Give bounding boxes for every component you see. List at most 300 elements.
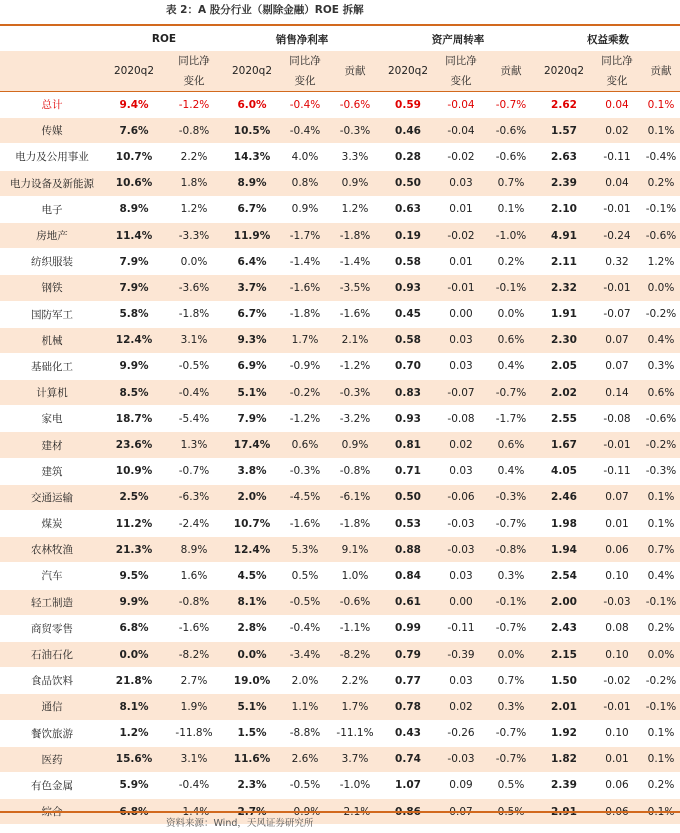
- net-margin-change: -1.6%: [280, 511, 330, 537]
- roe-change: -8.2%: [164, 641, 224, 667]
- table-row: [0, 275, 680, 301]
- equity-multiplier-value: 1.57: [536, 118, 592, 144]
- net-margin-contrib: -8.2%: [330, 641, 380, 667]
- asset-turnover-change: -0.01: [436, 275, 486, 301]
- net-margin-value: 10.5%: [224, 118, 280, 144]
- net-margin-change: -0.5%: [280, 589, 330, 615]
- table-row: [0, 668, 680, 694]
- roe-change: -3.3%: [164, 222, 224, 248]
- equity-multiplier-value: 2.63: [536, 144, 592, 170]
- equity-multiplier-contrib: -0.3%: [642, 458, 680, 484]
- equity-multiplier-value: 2.46: [536, 484, 592, 510]
- equity-multiplier-value: 2.30: [536, 327, 592, 353]
- asset-turnover-value: 0.74: [380, 746, 436, 772]
- table-row: [0, 196, 680, 222]
- equity-multiplier-change: 0.10: [592, 720, 642, 746]
- industry-name: 农林牧渔: [0, 537, 104, 563]
- net-margin-change: -0.4%: [280, 118, 330, 144]
- net-margin-contrib: 0.9%: [330, 170, 380, 196]
- asset-turnover-contrib: -0.6%: [486, 144, 536, 170]
- roe-change: -1.6%: [164, 615, 224, 641]
- net-margin-value: 1.5%: [224, 720, 280, 746]
- equity-multiplier-change: 0.04: [592, 92, 642, 118]
- net-margin-value: 2.8%: [224, 615, 280, 641]
- roe-change: 8.9%: [164, 537, 224, 563]
- industry-name: 钢铁: [0, 275, 104, 301]
- industry-name: 食品饮料: [0, 668, 104, 694]
- table-row: [0, 327, 680, 353]
- roe-value: 10.6%: [104, 170, 164, 196]
- net-margin-value: 8.9%: [224, 170, 280, 196]
- equity-multiplier-change: -0.02: [592, 668, 642, 694]
- sub-header-npm-period: 2020q2: [224, 51, 280, 92]
- net-margin-change: -0.2%: [280, 380, 330, 406]
- net-margin-value: 17.4%: [224, 432, 280, 458]
- asset-turnover-contrib: 0.6%: [486, 432, 536, 458]
- asset-turnover-contrib: -1.0%: [486, 222, 536, 248]
- asset-turnover-contrib: -1.7%: [486, 406, 536, 432]
- equity-multiplier-contrib: -0.2%: [642, 301, 680, 327]
- asset-turnover-value: 0.19: [380, 222, 436, 248]
- asset-turnover-change: 0.01: [436, 196, 486, 222]
- table-row: [0, 772, 680, 798]
- roe-value: 9.4%: [104, 92, 164, 118]
- equity-multiplier-contrib: 0.4%: [642, 327, 680, 353]
- sub-header-roe-change: 同比净 变化: [164, 51, 224, 92]
- table-row: [0, 563, 680, 589]
- net-margin-value: 4.5%: [224, 563, 280, 589]
- bottom-rule: [0, 811, 680, 813]
- table-title: 表 2：A 股分行业（剔除金融）ROE 拆解: [166, 4, 364, 16]
- asset-turnover-change: -0.04: [436, 118, 486, 144]
- equity-multiplier-change: 0.02: [592, 118, 642, 144]
- corner-cell: [0, 27, 104, 51]
- asset-turnover-contrib: 0.2%: [486, 249, 536, 275]
- roe-value: 7.9%: [104, 275, 164, 301]
- asset-turnover-value: 0.70: [380, 353, 436, 379]
- roe-value: 10.7%: [104, 144, 164, 170]
- equity-multiplier-contrib: 0.2%: [642, 615, 680, 641]
- asset-turnover-value: 0.84: [380, 563, 436, 589]
- industry-name: 汽车: [0, 563, 104, 589]
- asset-turnover-change: 0.03: [436, 327, 486, 353]
- asset-turnover-change: 0.09: [436, 772, 486, 798]
- roe-value: 6.8%: [104, 615, 164, 641]
- asset-turnover-contrib: -0.1%: [486, 275, 536, 301]
- equity-multiplier-value: 2.43: [536, 615, 592, 641]
- top-rule: [0, 24, 680, 26]
- net-margin-change: -1.8%: [280, 301, 330, 327]
- asset-turnover-change: 0.02: [436, 694, 486, 720]
- net-margin-change: -0.4%: [280, 615, 330, 641]
- table-row: [0, 746, 680, 772]
- net-margin-contrib: 1.7%: [330, 694, 380, 720]
- equity-multiplier-value: 2.11: [536, 249, 592, 275]
- asset-turnover-contrib: 0.6%: [486, 327, 536, 353]
- roe-change: 1.3%: [164, 432, 224, 458]
- equity-multiplier-change: 0.04: [592, 170, 642, 196]
- equity-multiplier-change: -0.01: [592, 432, 642, 458]
- asset-turnover-contrib: 0.7%: [486, 668, 536, 694]
- net-margin-change: 1.7%: [280, 327, 330, 353]
- group-header-asset-turnover: 资产周转率: [380, 27, 536, 51]
- table-row: [0, 511, 680, 537]
- equity-multiplier-value: 4.05: [536, 458, 592, 484]
- roe-value: 9.9%: [104, 589, 164, 615]
- equity-multiplier-change: 0.06: [592, 772, 642, 798]
- sub-header-blank: [0, 51, 104, 92]
- asset-turnover-change: -0.26: [436, 720, 486, 746]
- equity-multiplier-contrib: 0.6%: [642, 380, 680, 406]
- net-margin-change: 2.0%: [280, 668, 330, 694]
- equity-multiplier-contrib: -0.2%: [642, 432, 680, 458]
- asset-turnover-change: -0.03: [436, 511, 486, 537]
- net-margin-value: 9.3%: [224, 327, 280, 353]
- table-row: [0, 144, 680, 170]
- roe-change: 1.6%: [164, 563, 224, 589]
- equity-multiplier-value: 1.82: [536, 746, 592, 772]
- asset-turnover-contrib: 0.3%: [486, 694, 536, 720]
- equity-multiplier-change: 0.10: [592, 563, 642, 589]
- equity-multiplier-value: 1.92: [536, 720, 592, 746]
- net-margin-change: 4.0%: [280, 144, 330, 170]
- equity-multiplier-value: 2.10: [536, 196, 592, 222]
- net-margin-change: 2.6%: [280, 746, 330, 772]
- asset-turnover-contrib: 0.7%: [486, 170, 536, 196]
- roe-change: -1.8%: [164, 301, 224, 327]
- asset-turnover-change: -0.07: [436, 380, 486, 406]
- asset-turnover-change: -0.11: [436, 615, 486, 641]
- industry-name: 电力设备及新能源: [0, 170, 104, 196]
- asset-turnover-change: 0.03: [436, 353, 486, 379]
- table-row: [0, 641, 680, 667]
- table-row: [0, 301, 680, 327]
- asset-turnover-contrib: 0.0%: [486, 301, 536, 327]
- asset-turnover-value: 0.93: [380, 275, 436, 301]
- net-margin-change: -0.9%: [280, 353, 330, 379]
- net-margin-value: 6.7%: [224, 301, 280, 327]
- table-row: [0, 458, 680, 484]
- equity-multiplier-value: 1.98: [536, 511, 592, 537]
- equity-multiplier-change: 0.32: [592, 249, 642, 275]
- industry-name: 交通运输: [0, 484, 104, 510]
- asset-turnover-value: 0.81: [380, 432, 436, 458]
- asset-turnover-contrib: 0.4%: [486, 458, 536, 484]
- roe-change: 2.2%: [164, 144, 224, 170]
- industry-name: 医药: [0, 746, 104, 772]
- net-margin-value: 2.0%: [224, 484, 280, 510]
- equity-multiplier-contrib: -0.1%: [642, 694, 680, 720]
- asset-turnover-change: 0.03: [436, 668, 486, 694]
- asset-turnover-value: 0.58: [380, 249, 436, 275]
- group-header-row: [0, 27, 680, 51]
- equity-multiplier-change: 0.07: [592, 327, 642, 353]
- asset-turnover-value: 0.78: [380, 694, 436, 720]
- industry-name: 基础化工: [0, 353, 104, 379]
- industry-name: 有色金属: [0, 772, 104, 798]
- net-margin-value: 12.4%: [224, 537, 280, 563]
- asset-turnover-value: 0.93: [380, 406, 436, 432]
- table-row: [0, 615, 680, 641]
- net-margin-change: 0.6%: [280, 432, 330, 458]
- sub-header-at-contrib: 贡献: [486, 51, 536, 92]
- sub-header-at-change: 同比净 变化: [436, 51, 486, 92]
- asset-turnover-change: -0.04: [436, 92, 486, 118]
- industry-name: 轻工制造: [0, 589, 104, 615]
- equity-multiplier-change: 0.01: [592, 746, 642, 772]
- equity-multiplier-value: 2.15: [536, 641, 592, 667]
- equity-multiplier-change: -0.08: [592, 406, 642, 432]
- net-margin-change: 5.3%: [280, 537, 330, 563]
- sub-header-npm-contrib: 贡献: [330, 51, 380, 92]
- asset-turnover-value: 0.79: [380, 641, 436, 667]
- sub-header-em-contrib: 贡献: [642, 51, 680, 92]
- equity-multiplier-value: 1.67: [536, 432, 592, 458]
- equity-multiplier-contrib: 0.1%: [642, 720, 680, 746]
- net-margin-contrib: 1.2%: [330, 196, 380, 222]
- asset-turnover-change: 0.03: [436, 458, 486, 484]
- industry-name: 电子: [0, 196, 104, 222]
- equity-multiplier-change: 0.06: [592, 537, 642, 563]
- equity-multiplier-contrib: 0.3%: [642, 353, 680, 379]
- net-margin-contrib: 9.1%: [330, 537, 380, 563]
- asset-turnover-contrib: 0.3%: [486, 563, 536, 589]
- net-margin-contrib: -0.6%: [330, 589, 380, 615]
- net-margin-contrib: -3.5%: [330, 275, 380, 301]
- asset-turnover-value: 0.99: [380, 615, 436, 641]
- equity-multiplier-value: 4.91: [536, 222, 592, 248]
- equity-multiplier-change: 0.08: [592, 615, 642, 641]
- net-margin-change: -1.7%: [280, 222, 330, 248]
- asset-turnover-change: 0.00: [436, 301, 486, 327]
- equity-multiplier-contrib: 0.0%: [642, 275, 680, 301]
- sub-header-row: [0, 51, 680, 92]
- roe-value: 18.7%: [104, 406, 164, 432]
- sub-header-npm-change: 同比净 变化: [280, 51, 330, 92]
- roe-breakdown-table: [0, 27, 680, 825]
- roe-value: 2.5%: [104, 484, 164, 510]
- equity-multiplier-change: 0.07: [592, 353, 642, 379]
- equity-multiplier-change: 0.14: [592, 380, 642, 406]
- roe-value: 5.8%: [104, 301, 164, 327]
- table-row: [0, 720, 680, 746]
- equity-multiplier-change: -0.01: [592, 275, 642, 301]
- industry-name: 石油石化: [0, 641, 104, 667]
- net-margin-value: 8.1%: [224, 589, 280, 615]
- equity-multiplier-contrib: 0.1%: [642, 746, 680, 772]
- roe-value: 8.1%: [104, 694, 164, 720]
- asset-turnover-contrib: 0.4%: [486, 353, 536, 379]
- asset-turnover-contrib: -0.7%: [486, 615, 536, 641]
- roe-value: 10.9%: [104, 458, 164, 484]
- net-margin-value: 6.0%: [224, 92, 280, 118]
- roe-change: -5.4%: [164, 406, 224, 432]
- roe-value: 0.0%: [104, 641, 164, 667]
- net-margin-value: 3.8%: [224, 458, 280, 484]
- asset-turnover-value: 0.61: [380, 589, 436, 615]
- asset-turnover-value: 0.28: [380, 144, 436, 170]
- roe-change: -11.8%: [164, 720, 224, 746]
- net-margin-change: -0.5%: [280, 772, 330, 798]
- asset-turnover-contrib: -0.1%: [486, 589, 536, 615]
- asset-turnover-contrib: -0.7%: [486, 720, 536, 746]
- net-margin-value: 2.3%: [224, 772, 280, 798]
- asset-turnover-value: 0.50: [380, 170, 436, 196]
- asset-turnover-value: 0.43: [380, 720, 436, 746]
- equity-multiplier-change: 0.10: [592, 641, 642, 667]
- asset-turnover-contrib: 0.1%: [486, 196, 536, 222]
- equity-multiplier-value: 2.32: [536, 275, 592, 301]
- asset-turnover-value: 0.46: [380, 118, 436, 144]
- equity-multiplier-contrib: 0.7%: [642, 537, 680, 563]
- net-margin-contrib: -0.6%: [330, 92, 380, 118]
- industry-name: 国防军工: [0, 301, 104, 327]
- industry-name: 计算机: [0, 380, 104, 406]
- net-margin-contrib: -1.8%: [330, 511, 380, 537]
- equity-multiplier-change: -0.03: [592, 589, 642, 615]
- asset-turnover-value: 0.45: [380, 301, 436, 327]
- equity-multiplier-contrib: -0.4%: [642, 144, 680, 170]
- asset-turnover-change: -0.39: [436, 641, 486, 667]
- total-row: [0, 92, 680, 118]
- asset-turnover-contrib: -0.7%: [486, 92, 536, 118]
- roe-change: 0.0%: [164, 249, 224, 275]
- roe-value: 9.5%: [104, 563, 164, 589]
- equity-multiplier-change: -0.24: [592, 222, 642, 248]
- roe-change: -0.4%: [164, 772, 224, 798]
- asset-turnover-change: -0.02: [436, 222, 486, 248]
- equity-multiplier-contrib: -0.1%: [642, 196, 680, 222]
- asset-turnover-contrib: 0.5%: [486, 772, 536, 798]
- net-margin-value: 19.0%: [224, 668, 280, 694]
- net-margin-value: 6.4%: [224, 249, 280, 275]
- sub-header-roe-period: 2020q2: [104, 51, 164, 92]
- asset-turnover-change: 0.03: [436, 563, 486, 589]
- equity-multiplier-contrib: -0.6%: [642, 406, 680, 432]
- equity-multiplier-contrib: 0.0%: [642, 641, 680, 667]
- equity-multiplier-contrib: 0.4%: [642, 563, 680, 589]
- asset-turnover-contrib: -0.7%: [486, 511, 536, 537]
- roe-change: -0.8%: [164, 589, 224, 615]
- net-margin-value: 6.9%: [224, 353, 280, 379]
- net-margin-value: 11.6%: [224, 746, 280, 772]
- roe-value: 21.8%: [104, 668, 164, 694]
- asset-turnover-value: 0.53: [380, 511, 436, 537]
- net-margin-contrib: -0.8%: [330, 458, 380, 484]
- industry-name: 家电: [0, 406, 104, 432]
- asset-turnover-contrib: -0.3%: [486, 484, 536, 510]
- net-margin-contrib: -0.3%: [330, 380, 380, 406]
- equity-multiplier-value: 1.91: [536, 301, 592, 327]
- net-margin-contrib: -3.2%: [330, 406, 380, 432]
- roe-value: 11.2%: [104, 511, 164, 537]
- equity-multiplier-change: -0.07: [592, 301, 642, 327]
- net-margin-contrib: -6.1%: [330, 484, 380, 510]
- net-margin-contrib: 1.0%: [330, 563, 380, 589]
- equity-multiplier-contrib: 1.2%: [642, 249, 680, 275]
- asset-turnover-contrib: -0.8%: [486, 537, 536, 563]
- roe-value: 7.6%: [104, 118, 164, 144]
- roe-change: 2.7%: [164, 668, 224, 694]
- net-margin-contrib: 3.3%: [330, 144, 380, 170]
- roe-change: -0.4%: [164, 380, 224, 406]
- table-row: [0, 249, 680, 275]
- net-margin-contrib: 3.7%: [330, 746, 380, 772]
- equity-multiplier-change: -0.11: [592, 458, 642, 484]
- equity-multiplier-change: -0.01: [592, 196, 642, 222]
- asset-turnover-value: 0.63: [380, 196, 436, 222]
- net-margin-change: 0.8%: [280, 170, 330, 196]
- asset-turnover-value: 0.58: [380, 327, 436, 353]
- asset-turnover-contrib: -0.6%: [486, 118, 536, 144]
- sub-header-em-period: 2020q2: [536, 51, 592, 92]
- asset-turnover-change: 0.02: [436, 432, 486, 458]
- asset-turnover-value: 1.07: [380, 772, 436, 798]
- table-row: [0, 432, 680, 458]
- equity-multiplier-value: 1.50: [536, 668, 592, 694]
- table-row: [0, 118, 680, 144]
- roe-change: -0.8%: [164, 118, 224, 144]
- net-margin-contrib: -11.1%: [330, 720, 380, 746]
- equity-multiplier-contrib: -0.2%: [642, 668, 680, 694]
- net-margin-value: 11.9%: [224, 222, 280, 248]
- net-margin-contrib: -1.8%: [330, 222, 380, 248]
- table-row: [0, 170, 680, 196]
- roe-value: 21.3%: [104, 537, 164, 563]
- asset-turnover-contrib: 0.0%: [486, 641, 536, 667]
- equity-multiplier-contrib: 0.2%: [642, 772, 680, 798]
- table-row: [0, 484, 680, 510]
- net-margin-contrib: -1.0%: [330, 772, 380, 798]
- net-margin-change: -1.2%: [280, 406, 330, 432]
- net-margin-value: 10.7%: [224, 511, 280, 537]
- asset-turnover-value: 0.88: [380, 537, 436, 563]
- asset-turnover-change: -0.08: [436, 406, 486, 432]
- equity-multiplier-contrib: 0.1%: [642, 484, 680, 510]
- industry-name: 总计: [0, 92, 104, 118]
- roe-change: 1.2%: [164, 196, 224, 222]
- industry-name: 建筑: [0, 458, 104, 484]
- roe-value: 8.5%: [104, 380, 164, 406]
- net-margin-value: 5.1%: [224, 694, 280, 720]
- net-margin-change: -3.4%: [280, 641, 330, 667]
- equity-multiplier-contrib: -0.1%: [642, 589, 680, 615]
- table-row: [0, 353, 680, 379]
- source-note: 资料来源：Wind，天风证券研究所: [166, 818, 314, 829]
- table-row: [0, 380, 680, 406]
- equity-multiplier-change: 0.07: [592, 484, 642, 510]
- equity-multiplier-value: 2.00: [536, 589, 592, 615]
- roe-value: 9.9%: [104, 353, 164, 379]
- roe-change: -3.6%: [164, 275, 224, 301]
- roe-change: 1.9%: [164, 694, 224, 720]
- roe-value: 12.4%: [104, 327, 164, 353]
- asset-turnover-change: 0.03: [436, 170, 486, 196]
- roe-change: -2.4%: [164, 511, 224, 537]
- equity-multiplier-value: 2.39: [536, 170, 592, 196]
- group-header-net-margin: 销售净利率: [224, 27, 380, 51]
- industry-name: 通信: [0, 694, 104, 720]
- net-margin-contrib: -1.1%: [330, 615, 380, 641]
- sub-header-em-change: 同比净 变化: [592, 51, 642, 92]
- asset-turnover-change: 0.00: [436, 589, 486, 615]
- equity-multiplier-change: -0.11: [592, 144, 642, 170]
- table-row: [0, 589, 680, 615]
- net-margin-contrib: -0.3%: [330, 118, 380, 144]
- roe-value: 1.2%: [104, 720, 164, 746]
- roe-change: 3.1%: [164, 327, 224, 353]
- roe-change: 3.1%: [164, 746, 224, 772]
